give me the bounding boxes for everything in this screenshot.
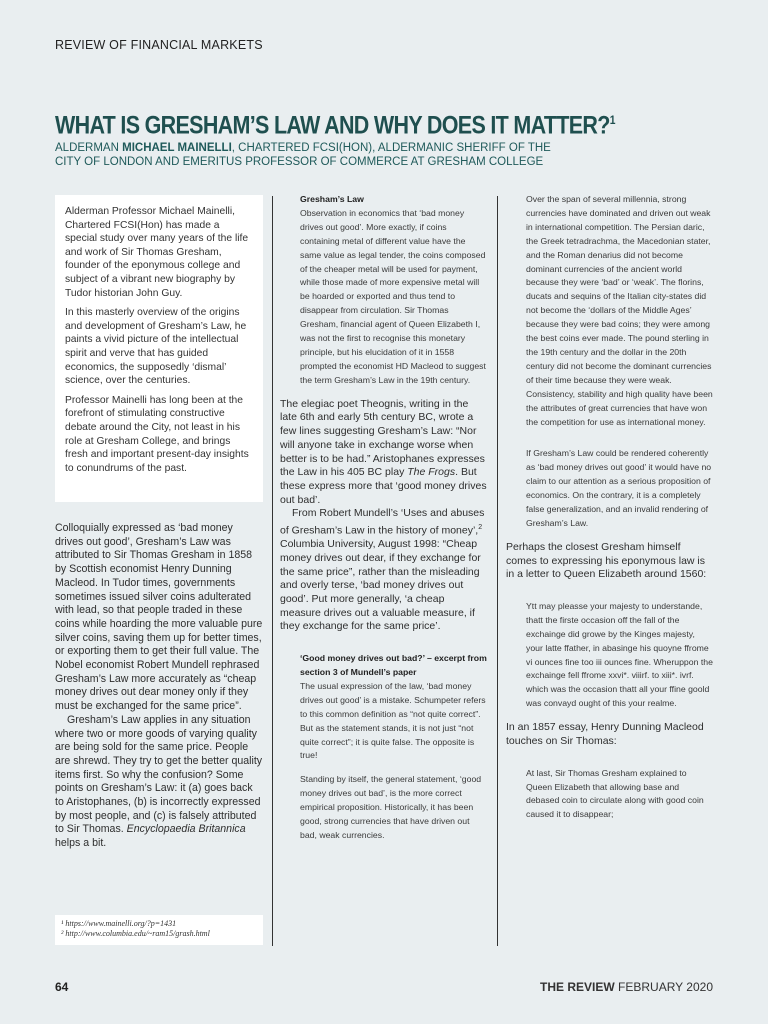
sidebar-mundell-excerpt bbox=[280, 652, 488, 843]
sidebar-greshams-law bbox=[280, 193, 488, 388]
col2-p1-b: . But these express more that ‘good money drives out bad’. bbox=[280, 466, 487, 506]
sidebar2-heading: ‘Good money drives out bad?’ – excerpt from section 3 of Mundell’s paper bbox=[300, 653, 487, 678]
col2-p1-a: The elegiac poet Theognis, writing in the late 6th and early 5th century BC, wrote a few lines suggesting Gresham’s Law: “Nor will anyone take in exchange worse when better is to be had.” Aristophanes expresses the Law in his 405 BC play bbox=[280, 397, 485, 479]
article-title bbox=[55, 104, 640, 141]
spacer bbox=[280, 634, 488, 652]
section-label: REVIEW OF FINANCIAL MARKETS bbox=[55, 38, 263, 52]
col2-footnote-ref: 2 bbox=[478, 524, 483, 532]
column-3 bbox=[506, 193, 713, 822]
footnote-1[interactable]: ¹ https://www.mainelli.org/?p=1431 bbox=[61, 919, 177, 928]
sidebar-mundell-continued bbox=[506, 193, 713, 531]
col1-p2-text: Gresham’s Law applies in any situation where two or more goods of varying quality are being sold for the same price. People are shrewd. They try to get the better quality items first. So why the confusion? Some points on Gresham’s Law: it (a) goes back to Aristophanes, (b) is incorrectly expressed by most people, and (c) is falsely attributed to Sir Thomas. bbox=[55, 713, 263, 836]
byline-post: , CHARTERED FCSI(HON), ALDERMANIC SHERIFF OF THE CITY OF LONDON AND EMERITUS PROFESSOR OF COMMERCE AT GRESHAM COLLEGE bbox=[55, 142, 551, 168]
column-1 bbox=[55, 522, 263, 851]
footnote-2[interactable]: ² http://www.columbia.edu/~ram15/grash.html bbox=[61, 929, 210, 938]
sidebar-heading: Gresham’s Law bbox=[300, 194, 364, 204]
byline-pre: ALDERMAN bbox=[55, 142, 123, 154]
intro-paragraph-2: In this masterly overview of the origins and development of Gresham’s Law, he paints a vivid picture of the intellectual spirit and verve that has guided economics, the supposedly ‘dismal’ science, over the centuries. bbox=[65, 307, 247, 387]
spacer bbox=[506, 711, 713, 721]
column-rule-2 bbox=[497, 196, 498, 946]
col3-paragraph-2: In an 1857 essay, Henry Dunning Macleod touches on Sir Thomas: bbox=[506, 721, 704, 747]
macleod-quote: At last, Sir Thomas Gresham explained to Queen Elizabeth that allowing base and debased coin to circulate along with good coin caused it to disappear; bbox=[526, 767, 704, 820]
issue-date: FEBRUARY 2020 bbox=[618, 980, 713, 994]
spacer bbox=[506, 531, 713, 541]
spacer bbox=[300, 763, 488, 773]
footnotes-box bbox=[55, 915, 263, 945]
title-text: WHAT IS GRESHAM’S LAW AND WHY DOES IT MATTER? bbox=[55, 111, 610, 140]
col1-p2-italic: Encyclopaedia Britannica bbox=[126, 823, 246, 836]
spacer bbox=[280, 388, 488, 398]
byline bbox=[55, 141, 575, 169]
publication-footer bbox=[540, 980, 713, 994]
spacer bbox=[506, 582, 713, 600]
gresham-letter-quote: Ytt may pleasse your majesty to understande, thatt the firste occasion off the fall of the exchainge did growe by the Kinges majesty, your latte ffather, in abasinge his quoyne ffrome vi ounces fine too iii ounces fine. Wheruppon the exchainge fell ffrome xxvi*. viiirf. to xiii*. ivrf. which was the occasion thatt all your ffine goold was convayd ought of this your realme. bbox=[526, 600, 713, 709]
sidebar-text: Observation in economics that ‘bad money drives out good’. More exactly, if coins containing metal of different value have the same value as legal tender, the coins composed of the cheaper metal will be used for payment, while those made of more expensive metal will be hoarded or exported and thus tend to disappear from circulation. Sir Thomas Gresham, financial agent of Queen Elizabeth I, was not the first to recognise this monetary principle, but his elucidation of it in 1558 prompted the economist HD Macleod to suggest the term Gresham’s Law in the 19th century. bbox=[300, 207, 486, 385]
col2-p2-b: Columbia University, August 1998: “Cheap money drives out dear, if they exchange for the same price”, rather than the misleading and overly terse, ‘bad money drives out good’. Put more generally, ‘a cheap measure drives out a valuable measure, if they exchange for the same price’. bbox=[280, 538, 481, 633]
column-2 bbox=[280, 193, 488, 843]
col1-paragraph-2 bbox=[55, 714, 263, 851]
intro-paragraph-3: Professor Mainelli has long been at the forefront of stimulating constructive debate around the City, not least in his role at Gresham College, and brings fresh and important present-day insights to conundrums of the past. bbox=[65, 394, 249, 474]
publication-name: THE REVIEW bbox=[540, 980, 615, 994]
sidebar3-paragraph-2: If Gresham’s Law could be rendered coherently as ‘bad money drives out good’ it would have no claim to our attention as a serious proposition of economics. On the contrary, it is a completely false generalization, and an invalid rendering of Gresham’s Law. bbox=[526, 448, 712, 528]
sidebar2-paragraph-1: The usual expression of the law, ‘bad money drives out good’ is a mistake. Schumpeter refers to this common definition as “not quite correct”. But as the statement stands, it is not just “not quite correct”; it is quite false. The opposite is true! bbox=[300, 680, 486, 761]
col2-paragraph-2 bbox=[280, 507, 488, 634]
spacer bbox=[506, 749, 713, 767]
title-footnote-ref: 1 bbox=[609, 113, 615, 127]
col1-p2-end: helps a bit. bbox=[55, 837, 107, 850]
sidebar2-paragraph-2: Standing by itself, the general statement, ‘good money drives out bad’, is the more correct empirical proposition. Historically, it has been good, strong currencies that have driven out bad, weak currencies. bbox=[300, 774, 482, 841]
col2-p2-a: From Robert Mundell’s ‘Uses and abuses of Gresham’s Law in the history of money’, bbox=[280, 507, 485, 537]
col3-paragraph-1: Perhaps the closest Gresham himself comes to expressing his eponymous law is in a letter to Queen Elizabeth around 1560: bbox=[506, 540, 707, 581]
byline-author: MICHAEL MAINELLI bbox=[122, 142, 232, 154]
column-rule-1 bbox=[272, 196, 273, 946]
sidebar3-paragraph-1: Over the span of several millennia, strong currencies have dominated and driven out weak in international competition. The Persian daric, the Greek tetradrachma, the Macedonian stater, and the Roman denarius did not become dominant currencies of the ancient world because they were ‘bad’ or ‘weak’. The florins, ducats and sequins of the Italian city-states did not become the ‘dollars of the Middle Ages’ because they were bad coins; they were among the best coins ever made. The pound sterling in the 19th century and the dollar in the 20th century did not become the dominant currencies of their time because they were weak. Consistency, stability and high quality have been the attributes of great currencies that have won the competition for use as international money. bbox=[526, 194, 713, 427]
col1-paragraph-1: Colloquially expressed as ‘bad money drives out good’, Gresham’s Law was attributed to Sir Thomas Gresham in 1858 by Scottish economist Henry Dunning Macleod. In Tudor times, governments sometimes issued silver coins adulterated with lead, so that people traded in these coins while hoarding the more valuable pure silver coins, saving them up for better times, or exporting them to get their full value. The Nobel economist Robert Mundell rephrased Gresham’s Law more accurately as “cheap money drives out dear money only if they must be exchanged for the same price”. bbox=[55, 522, 263, 713]
col2-body bbox=[280, 398, 488, 634]
spacer bbox=[526, 429, 713, 447]
intro-box bbox=[55, 195, 263, 502]
intro-paragraph-1: Alderman Professor Michael Mainelli, Chartered FCSI(Hon) has made a special study over many years of the life and work of Sir Thomas Gresham, founder of the eponymous college and subject of a vibrant new biography by Tudor historian John Guy. bbox=[65, 206, 249, 299]
col2-paragraph-1 bbox=[280, 398, 488, 508]
col2-p1-italic: The Frogs bbox=[407, 466, 456, 479]
page-number: 64 bbox=[55, 980, 69, 994]
